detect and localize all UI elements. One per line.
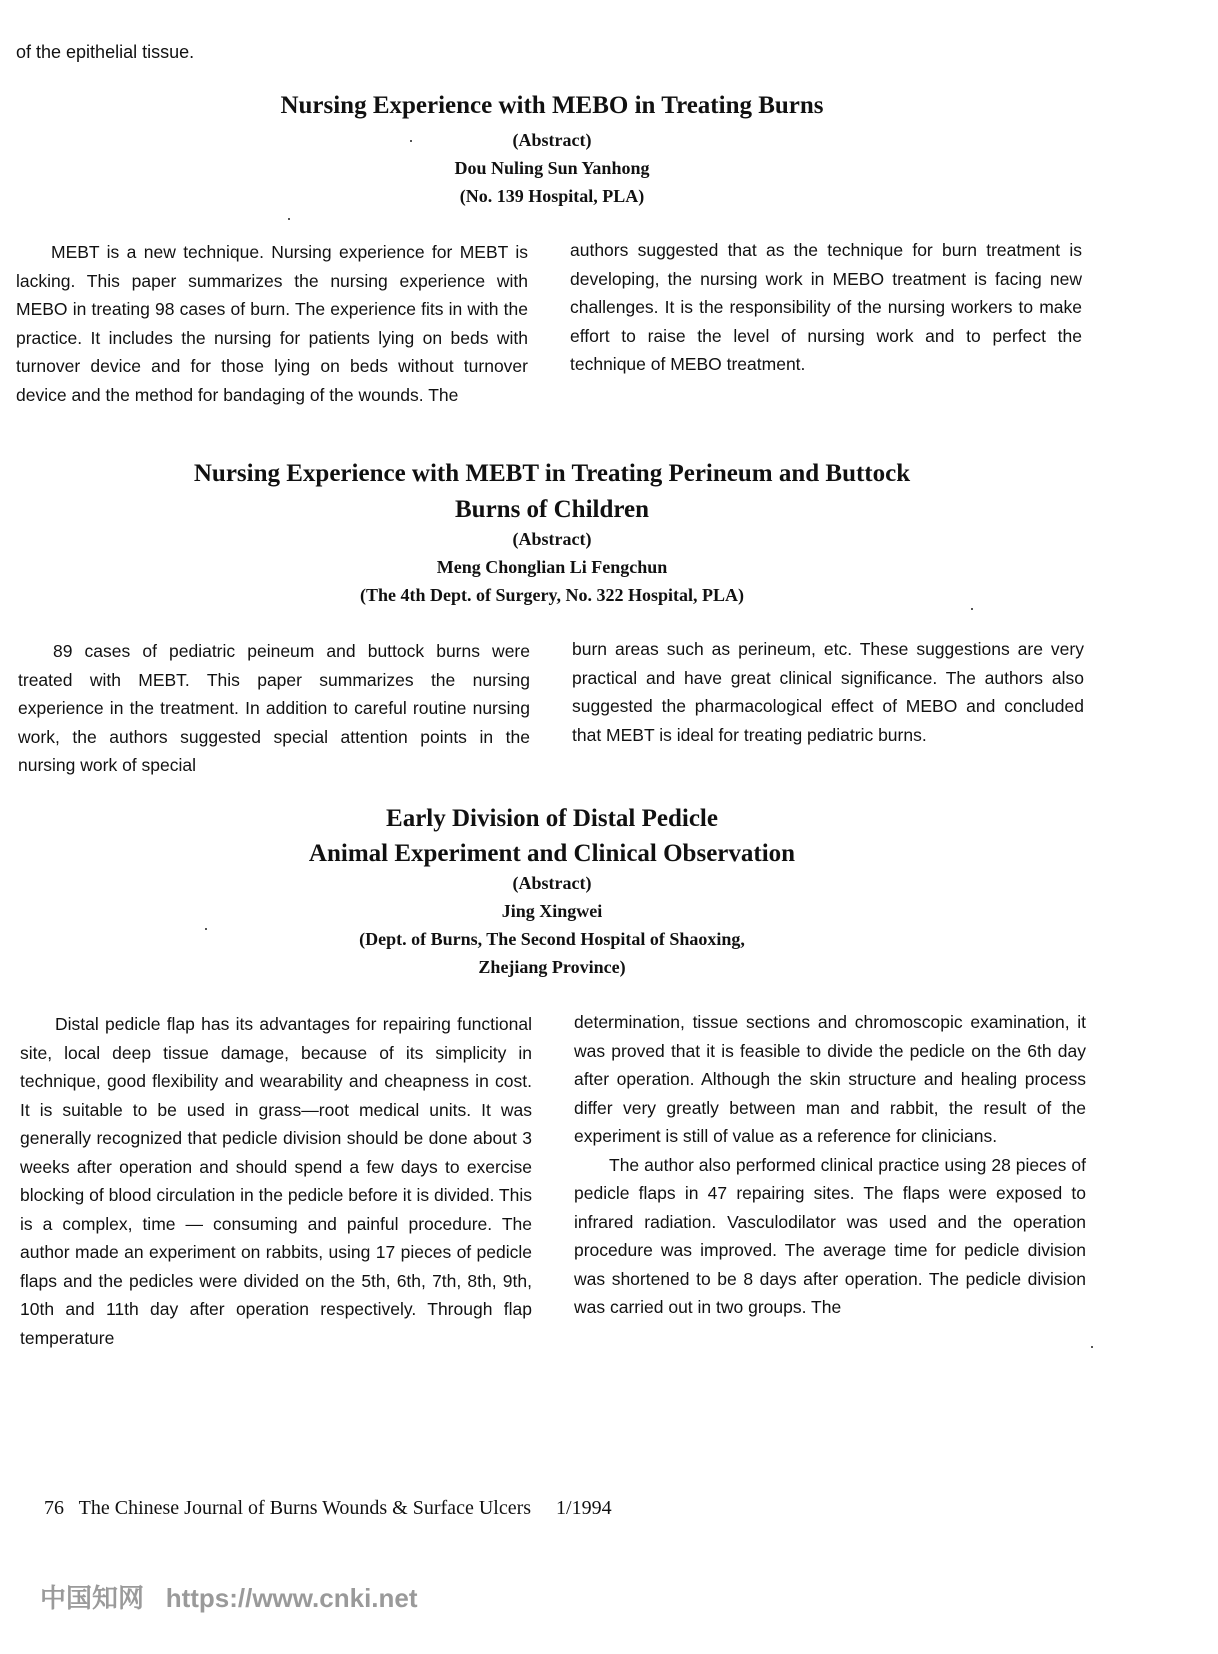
article-2-abstract-label: (Abstract)	[512, 529, 592, 549]
article-2-right-column	[572, 635, 1084, 749]
article-2-affiliation: (The 4th Dept. of Surgery, No. 322 Hospital, PLA)	[360, 585, 744, 605]
article-3-affiliation-line-2: Zhejiang Province)	[478, 957, 626, 977]
scan-speck	[288, 218, 290, 220]
article-3-right-paragraph-1: determination, tissue sections and chromoscopic examination, it was proved that it is feasible to divide the pedicle on the 6th day after operation. Although the skin structure and healing process differ very greatly between man and rabbit, the result of the experiment is still of value as a reference for clinicians.	[574, 1012, 1086, 1146]
scan-speck	[971, 608, 973, 610]
journal-issue: 1/1994	[556, 1497, 612, 1519]
continuation-text: of the epithelial tissue.	[16, 42, 195, 62]
article-2-title-line-1: Nursing Experience with MEBT in Treating Perineum and Buttock	[193, 460, 911, 487]
page-number: 76	[44, 1497, 64, 1519]
article-3-affiliation-line-1: (Dept. of Burns, The Second Hospital of Shaoxing,	[359, 929, 745, 949]
article-1-title: Nursing Experience with MEBO in Treating Burns	[280, 92, 824, 119]
article-1-right-column	[570, 236, 1082, 379]
page-footer	[44, 1497, 612, 1520]
article-3-right-column	[574, 1008, 1086, 1322]
article-2-left-paragraph: 89 cases of pediatric peineum and buttock burns were treated with MEBT. This paper summarizes the nursing experience in the treatment. In addition to careful routine nursing work, the authors suggested special attention points in the nursing work of special	[18, 641, 530, 775]
article-3-title-line-1: Early Division of Distal Pedicle	[386, 805, 718, 832]
cnki-watermark	[40, 1578, 418, 1615]
journal-name: The Chinese Journal of Burns Wounds & Surface Ulcers	[78, 1497, 532, 1519]
article-2-title-line-2: Burns of Children	[454, 496, 650, 523]
article-1-right-paragraph: authors suggested that as the technique for burn treatment is developing, the nursing work in MEBO treatment is facing new challenges. It is the responsibility of the nursing workers to make effort to raise the level of nursing work and to perfect the technique of MEBO treatment.	[570, 240, 1082, 374]
article-3-left-column	[20, 1010, 532, 1352]
article-3-right-paragraph-2: The author also performed clinical practice using 28 pieces of pedicle flaps in 47 repairing sites. The flaps were exposed to infrared radiation. Vasculodilator was used and the operation procedure was improved. The average time for pedicle division was shortened to be 8 days after operation. The pedicle division was carried out in two groups. The	[574, 1154, 1086, 1317]
scan-speck	[410, 140, 412, 142]
article-1-abstract-label: (Abstract)	[512, 130, 592, 150]
article-3-left-paragraph: Distal pedicle flap has its advantages for repairing functional site, local deep tissue damage, because of its simplicity in technique, good flexibility and wearability and cheapness in cost. It is suitable to be used in grass—root medical units. It was generally recognized that pedicle division should be done about 3 weeks after operation and should spend a few days to exercise blocking of blood circulation in the pedicle before it is divided. This is a complex, time — consuming and painful procedure. The author made an experiment on rabbits, using 17 pieces of pedicle flaps and the pedicles were divided on the 5th, 6th, 7th, 8th, 9th, 10th and 11th day after operation respectively. Through flap temperature	[20, 1014, 532, 1348]
article-1-affiliation: (No. 139 Hospital, PLA)	[459, 186, 645, 206]
article-2-left-column	[18, 637, 530, 780]
article-3-title-line-2: Animal Experiment and Clinical Observation	[308, 840, 796, 867]
scan-speck	[205, 928, 207, 930]
article-1-left-paragraph: MEBT is a new technique. Nursing experience for MEBT is lacking. This paper summarizes the nursing experience with MEBO in treating 98 cases of burn. The experience fits in with the practice. It includes the nursing for patients lying on beds with turnover device and for those lying on beds without turnover device and the method for bandaging of the wounds. The	[16, 242, 528, 405]
article-1-left-column	[16, 238, 528, 409]
article-2-authors: Meng Chonglian Li Fengchun	[436, 557, 668, 577]
article-2-right-paragraph: burn areas such as perineum, etc. These suggestions are very practical and have great clinical significance. The authors also suggested the pharmacological effect of MEBO and concluded that MEBT is ideal for treating pediatric burns.	[572, 639, 1084, 745]
article-3-authors: Jing Xingwei	[501, 901, 603, 921]
scan-speck	[1091, 1346, 1093, 1348]
article-3-abstract-label: (Abstract)	[512, 873, 592, 893]
watermark-brand: 中国知网	[40, 1583, 145, 1613]
article-1-authors: Dou Nuling Sun Yanhong	[454, 158, 650, 178]
watermark-url[interactable]: https://www.cnki.net	[165, 1583, 418, 1613]
